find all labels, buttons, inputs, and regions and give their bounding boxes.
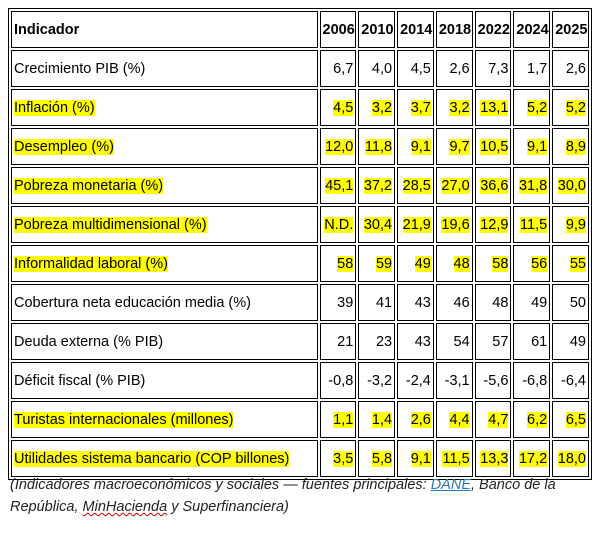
value-text: 3,5 — [333, 450, 354, 467]
value-text: 12,0 — [325, 138, 354, 155]
indicator-label: Pobreza multidimensional (%) — [14, 216, 207, 233]
value-cell[interactable] — [436, 323, 473, 360]
table-row — [11, 128, 589, 165]
header-year-2024[interactable]: 2024 — [513, 11, 550, 48]
value-text: 58 — [337, 255, 354, 272]
indicator-cell[interactable] — [11, 440, 318, 477]
value-text: 5,2 — [565, 99, 586, 116]
value-cell[interactable] — [513, 206, 550, 243]
value-cell[interactable] — [397, 167, 434, 204]
indicator-cell[interactable] — [11, 89, 318, 126]
value-text: 30,4 — [363, 216, 393, 233]
value-text: 43 — [414, 333, 431, 350]
value-cell[interactable] — [475, 323, 512, 360]
value-cell[interactable] — [358, 245, 395, 282]
value-text: 54 — [453, 333, 470, 350]
value-cell[interactable] — [397, 89, 434, 126]
table-row — [11, 440, 589, 477]
value-cell[interactable] — [513, 167, 550, 204]
value-cell[interactable] — [320, 206, 357, 243]
value-text: 6,7 — [333, 60, 354, 77]
value-text: 1,7 — [527, 60, 548, 77]
table-row — [11, 284, 589, 321]
value-text: 61 — [531, 333, 548, 350]
indicator-label: Cobertura neta educación media (%) — [14, 294, 251, 311]
indicator-cell[interactable] — [11, 167, 318, 204]
value-text: 6,2 — [527, 411, 548, 428]
value-text: 18,0 — [557, 450, 586, 467]
value-text: 39 — [337, 294, 354, 311]
value-text: 3,2 — [449, 99, 470, 116]
value-cell[interactable] — [552, 206, 589, 243]
value-text: 46 — [453, 294, 470, 311]
indicators-table-container — [8, 8, 592, 480]
value-cell[interactable] — [552, 362, 589, 399]
spellcheck-flagged-word[interactable]: MinHacienda — [82, 499, 168, 515]
indicator-label: Informalidad laboral (%) — [14, 255, 168, 272]
value-cell[interactable] — [552, 245, 589, 282]
value-text: 4,0 — [371, 60, 393, 77]
value-cell[interactable] — [358, 440, 395, 477]
value-text: 7,3 — [488, 60, 509, 77]
value-cell[interactable] — [320, 440, 357, 477]
value-cell[interactable] — [436, 245, 473, 282]
value-text: 43 — [414, 294, 431, 311]
value-text: 5,2 — [527, 99, 548, 116]
value-text: N.D. — [324, 216, 354, 233]
value-text: 49 — [414, 255, 431, 272]
table-row — [11, 167, 589, 204]
value-text: -0,8 — [328, 372, 354, 389]
value-text: 45,1 — [325, 177, 354, 194]
value-cell[interactable] — [436, 362, 473, 399]
value-cell[interactable] — [320, 50, 357, 87]
table-row — [11, 323, 589, 360]
value-cell[interactable] — [358, 362, 395, 399]
value-text: 48 — [453, 255, 470, 272]
value-text: 6,5 — [565, 411, 586, 428]
value-cell[interactable] — [320, 167, 357, 204]
value-cell[interactable] — [436, 89, 473, 126]
value-text: 11,5 — [442, 450, 470, 467]
value-cell[interactable] — [552, 89, 589, 126]
value-text: -2,4 — [405, 372, 431, 389]
value-cell[interactable] — [552, 401, 589, 438]
value-cell[interactable] — [358, 50, 395, 87]
table-row — [11, 206, 589, 243]
header-year-2018[interactable]: 2018 — [436, 11, 473, 48]
value-cell[interactable] — [475, 89, 512, 126]
header-year-2006[interactable]: 2006 — [320, 11, 357, 48]
value-cell[interactable] — [475, 245, 512, 282]
value-cell[interactable] — [436, 167, 473, 204]
value-text: 41 — [375, 294, 393, 311]
value-text: 4,5 — [333, 99, 354, 116]
value-cell[interactable] — [475, 167, 512, 204]
value-text: 28,5 — [402, 177, 431, 194]
value-cell[interactable] — [475, 128, 512, 165]
header-indicator[interactable]: Indicador — [11, 11, 318, 48]
value-cell[interactable] — [513, 362, 550, 399]
value-cell[interactable] — [358, 89, 395, 126]
value-text: 21,9 — [402, 216, 431, 233]
table-row — [11, 362, 589, 399]
value-cell[interactable] — [320, 362, 357, 399]
header-year-2025[interactable]: 2025 — [552, 11, 589, 48]
indicator-label: Turistas internacionales (millones) — [14, 411, 234, 428]
value-text: 1,1 — [333, 411, 354, 428]
caption-text-middle: , Banco de la República, — [10, 477, 556, 515]
value-cell[interactable] — [436, 401, 473, 438]
table-header-row — [11, 11, 589, 48]
value-cell[interactable] — [513, 89, 550, 126]
value-cell[interactable] — [320, 323, 357, 360]
value-cell[interactable] — [513, 50, 550, 87]
value-text: 17,2 — [518, 450, 548, 467]
value-cell[interactable] — [397, 401, 434, 438]
value-cell[interactable] — [552, 440, 589, 477]
value-cell[interactable] — [397, 323, 434, 360]
value-cell[interactable] — [320, 284, 357, 321]
value-cell[interactable] — [397, 440, 434, 477]
value-text: 4,4 — [449, 411, 470, 428]
value-cell[interactable] — [475, 362, 512, 399]
table-row — [11, 245, 589, 282]
indicator-cell[interactable] — [11, 245, 318, 282]
indicator-label: Deuda externa (% PIB) — [14, 333, 164, 350]
value-cell[interactable] — [552, 167, 589, 204]
indicator-label: Pobreza monetaria (%) — [14, 177, 164, 194]
value-text: -5,6 — [483, 372, 509, 389]
value-cell[interactable] — [513, 284, 550, 321]
value-text: 5,8 — [371, 450, 393, 467]
indicator-cell[interactable] — [11, 50, 318, 87]
value-text: 11,5 — [520, 216, 548, 233]
caption-text-start: (Indicadores macroeconómicos y sociales — fuentes principales: — [10, 477, 431, 493]
value-cell[interactable] — [552, 284, 589, 321]
value-cell[interactable] — [320, 128, 357, 165]
table-row — [11, 401, 589, 438]
value-text: 37,2 — [363, 177, 393, 194]
value-cell[interactable] — [436, 284, 473, 321]
value-cell[interactable] — [397, 362, 434, 399]
value-cell[interactable] — [475, 206, 512, 243]
value-text: 56 — [531, 255, 548, 272]
value-text: -6,8 — [522, 372, 548, 389]
table-caption — [10, 474, 594, 518]
indicator-cell[interactable] — [11, 362, 318, 399]
header-year-2022[interactable]: 2022 — [475, 11, 512, 48]
indicator-label: Crecimiento PIB (%) — [14, 60, 146, 77]
header-year-2014[interactable]: 2014 — [397, 11, 434, 48]
table-row — [11, 50, 589, 87]
caption-text-end: y Superfinanciera) — [167, 499, 289, 515]
value-cell[interactable] — [358, 128, 395, 165]
value-text: 11,8 — [364, 138, 393, 155]
indicator-cell[interactable] — [11, 401, 318, 438]
value-text: 31,8 — [518, 177, 548, 194]
indicator-cell[interactable] — [11, 128, 318, 165]
value-cell[interactable] — [475, 284, 512, 321]
value-text: 9,1 — [527, 138, 548, 155]
dane-link[interactable]: DANE — [430, 477, 471, 493]
value-cell[interactable] — [397, 284, 434, 321]
value-text: 2,6 — [449, 60, 470, 77]
value-text: 30,0 — [557, 177, 586, 194]
value-text: 23 — [375, 333, 393, 350]
value-text: 9,7 — [449, 138, 470, 155]
value-text: 3,2 — [371, 99, 393, 116]
value-cell[interactable] — [358, 401, 395, 438]
value-cell[interactable] — [397, 206, 434, 243]
table-row — [11, 89, 589, 126]
value-text: -3,2 — [367, 372, 393, 389]
value-cell[interactable] — [320, 245, 357, 282]
value-cell[interactable] — [358, 206, 395, 243]
header-year-2010[interactable]: 2010 — [358, 11, 395, 48]
value-text: 50 — [569, 294, 586, 311]
value-text: 9,1 — [410, 138, 431, 155]
value-cell[interactable] — [397, 128, 434, 165]
value-cell[interactable] — [358, 167, 395, 204]
value-text: 49 — [569, 333, 586, 350]
indicator-label: Utilidades sistema bancario (COP billones) — [14, 450, 290, 467]
value-cell[interactable] — [513, 401, 550, 438]
value-text: 13,1 — [480, 99, 509, 116]
value-text: -6,4 — [561, 372, 586, 389]
value-text: 57 — [492, 333, 509, 350]
value-text: 36,6 — [480, 177, 509, 194]
value-text: 19,6 — [441, 216, 470, 233]
value-text: 55 — [569, 255, 586, 272]
value-text: -3,1 — [444, 372, 470, 389]
value-cell[interactable] — [436, 440, 473, 477]
value-text: 9,1 — [410, 450, 431, 467]
table-body — [11, 50, 589, 477]
value-cell[interactable] — [552, 323, 589, 360]
value-cell[interactable] — [552, 50, 589, 87]
value-text: 2,6 — [565, 60, 586, 77]
value-cell[interactable] — [475, 401, 512, 438]
value-text: 27,0 — [441, 177, 470, 194]
indicator-label: Desempleo (%) — [14, 138, 114, 155]
value-cell[interactable] — [475, 50, 512, 87]
value-cell[interactable] — [513, 128, 550, 165]
value-text: 13,3 — [480, 450, 509, 467]
indicator-cell[interactable] — [11, 284, 318, 321]
value-cell[interactable] — [552, 128, 589, 165]
value-text: 3,7 — [410, 99, 431, 116]
value-cell[interactable] — [513, 323, 550, 360]
value-text: 4,7 — [488, 411, 509, 428]
indicators-table — [8, 8, 592, 480]
indicator-label: Déficit fiscal (% PIB) — [14, 372, 146, 389]
value-cell[interactable] — [320, 89, 357, 126]
value-cell[interactable] — [513, 245, 550, 282]
value-text: 1,4 — [371, 411, 393, 428]
value-text: 59 — [375, 255, 393, 272]
value-cell[interactable] — [436, 206, 473, 243]
indicator-label: Inflación (%) — [14, 99, 95, 116]
value-text: 8,9 — [565, 138, 586, 155]
value-cell[interactable] — [436, 128, 473, 165]
indicator-cell[interactable] — [11, 206, 318, 243]
value-text: 12,9 — [480, 216, 509, 233]
value-text: 48 — [492, 294, 509, 311]
value-cell[interactable] — [513, 440, 550, 477]
value-text: 21 — [337, 333, 354, 350]
value-cell[interactable] — [397, 245, 434, 282]
value-cell[interactable] — [358, 284, 395, 321]
value-cell[interactable] — [475, 440, 512, 477]
value-text: 4,5 — [410, 60, 431, 77]
value-text: 58 — [492, 255, 509, 272]
indicator-cell[interactable] — [11, 323, 318, 360]
value-text: 2,6 — [410, 411, 431, 428]
value-cell[interactable] — [320, 401, 357, 438]
value-text: 49 — [531, 294, 548, 311]
value-text: 9,9 — [565, 216, 586, 233]
value-cell[interactable] — [397, 50, 434, 87]
value-text: 10,5 — [480, 138, 509, 155]
value-cell[interactable] — [358, 323, 395, 360]
value-cell[interactable] — [436, 50, 473, 87]
